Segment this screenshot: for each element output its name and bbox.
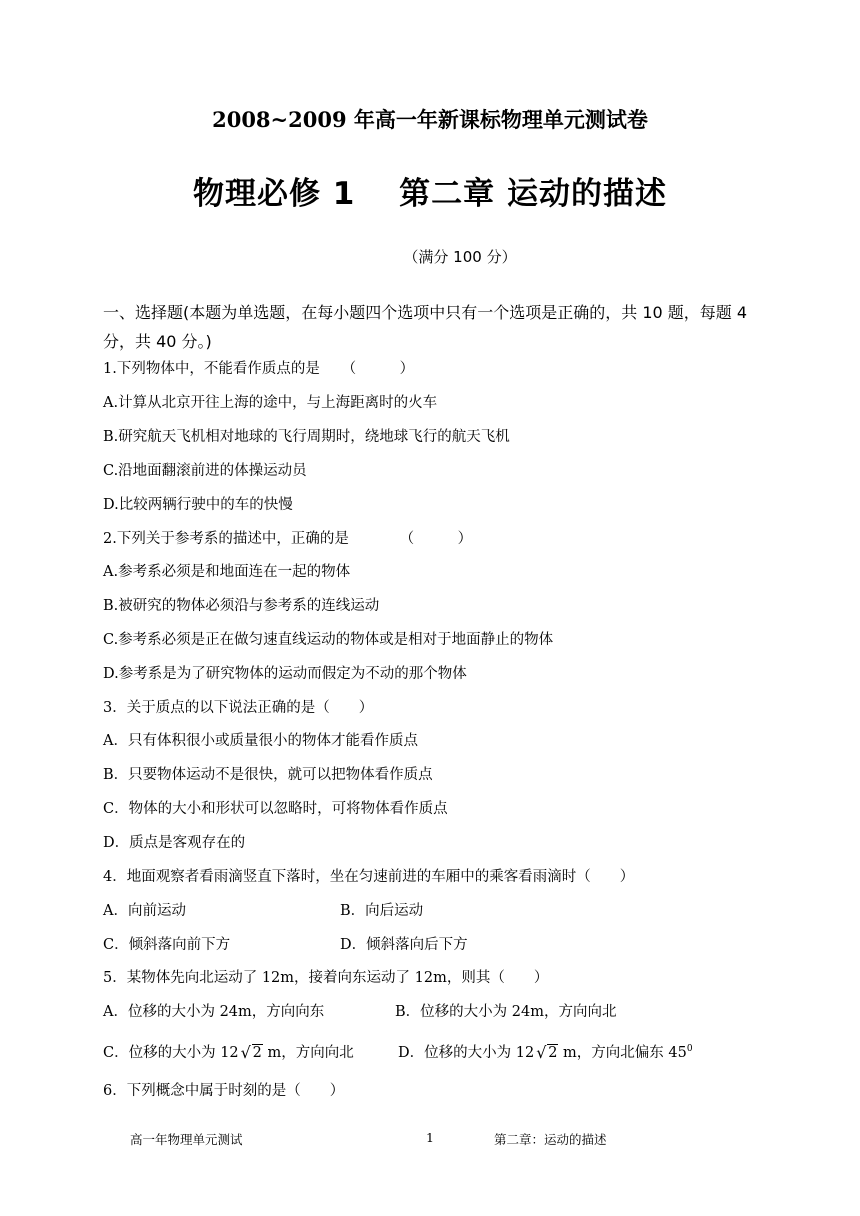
question-6-stem: 6．下列概念中属于时刻的是（ ） [103,1083,345,1099]
question-5-option-d [398,1041,693,1062]
radicand: 2 [548,1045,558,1061]
option-c-prefix: C．位移的大小为 12 [103,1045,239,1061]
question-1-stem: 1.下列物体中，不能看作质点的是 （ ） [103,361,415,377]
question-2-option-b: B.被研究的物体必须沿与参考系的连线运动 [103,598,380,614]
question-3-option-d: D．质点是客观存在的 [103,835,246,851]
question-3-option-a: A．只有体积很小或质量很小的物体才能看作质点 [103,733,418,749]
question-3-option-b: B．只要物体运动不是很快，就可以把物体看作质点 [103,767,433,783]
question-5-stem: 5．某物体先向北运动了 12m，接着向东运动了 12m，则其（ ） [103,970,549,986]
question-1-option-a: A.计算从北京开往上海的途中，与上海距离时的火车 [103,395,438,411]
question-4-stem: 4．地面观察者看雨滴竖直下落时，坐在匀速前进的车厢中的乘客看雨滴时（ ） [103,869,635,885]
question-1-option-c: C.沿地面翻滚前进的体操运动员 [103,463,307,479]
radicand: 2 [252,1045,262,1061]
question-2-option-c: C.参考系必须是正在做匀速直线运动的物体或是相对于地面静止的物体 [103,632,554,648]
question-2-option-d: D.参考系是为了研究物体的运动而假定为不动的那个物体 [103,666,467,682]
footer-right: 第二章：运动的描述 [494,1132,607,1147]
exam-title: 2008~2009 年高一年新课标物理单元测试卷 [212,107,648,132]
full-score: （满分 100 分） [403,248,517,266]
question-1-option-b: B.研究航天飞机相对地球的飞行周期时，绕地球飞行的航天飞机 [103,429,510,445]
question-5-option-a: A．位移的大小为 24m，方向向东 [103,1004,325,1020]
option-d-prefix: D．位移的大小为 12 [398,1045,535,1061]
chapter-title: 物理必修 1 第二章 运动的描述 [193,176,667,212]
question-5-option-c [103,1041,354,1062]
question-2-stem: 2.下列关于参考系的描述中，正确的是 （ ） [103,531,473,547]
question-1-option-d: D.比较两辆行驶中的车的快慢 [103,497,293,513]
sqrt-symbol: √ 2 [536,1043,558,1062]
sqrt-symbol: √ 2 [240,1043,262,1062]
question-4-option-c: C．倾斜落向前下方 [103,937,231,953]
question-4-option-d: D．倾斜落向后下方 [340,937,468,953]
degree-superscript: 0 [686,1044,693,1055]
section-heading: 一、选择题(本题为单选题，在每小题四个选项中只有一个选项是正确的，共 10 题，每题 4 分，共 40 分。) [103,303,748,351]
option-c-suffix: m，方向向北 [262,1045,354,1061]
question-4-option-b: B．向后运动 [340,903,424,919]
footer-page-number: 1 [426,1130,434,1145]
question-3-option-c: C．物体的大小和形状可以忽略时，可将物体看作质点 [103,801,448,817]
question-4-option-a: A．向前运动 [103,903,186,919]
question-2-option-a: A.参考系必须是和地面连在一起的物体 [103,564,351,580]
question-3-stem: 3．关于质点的以下说法正确的是（ ） [103,700,374,716]
option-d-suffix: m，方向北偏东 45 [558,1045,687,1061]
question-5-option-b: B．位移的大小为 24m，方向向北 [395,1004,617,1020]
footer-left: 高一年物理单元测试 [130,1132,243,1147]
